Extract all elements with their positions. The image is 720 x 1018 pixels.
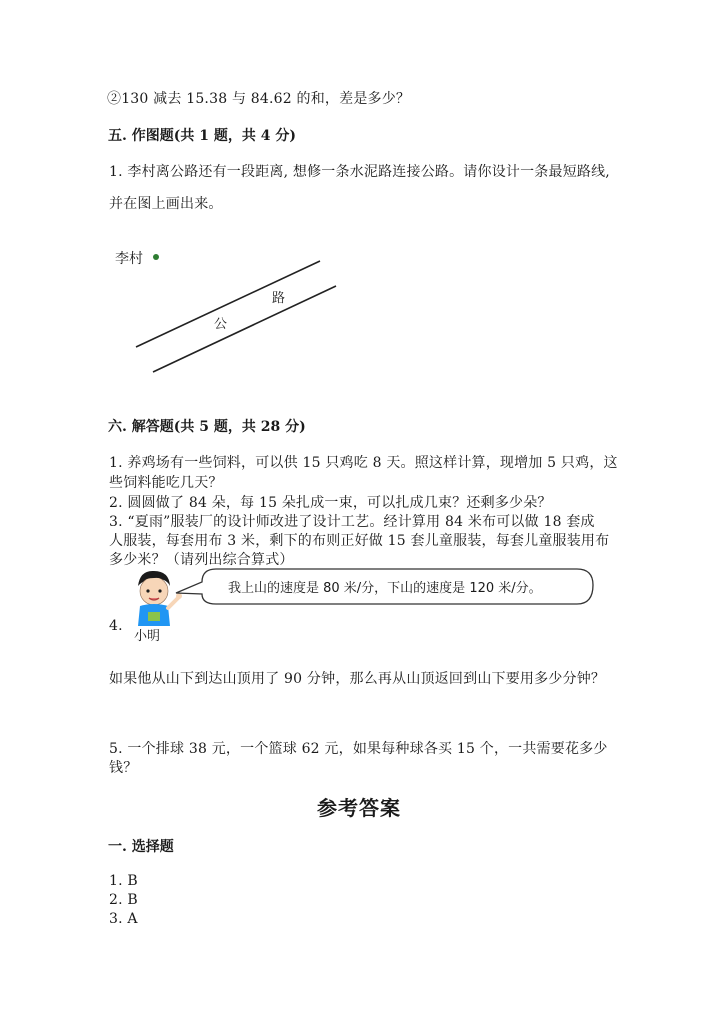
question-text: 3. “夏雨”服装厂的设计师改进了设计工艺。经计算用 84 米布可以做 18 套成 — [109, 514, 595, 530]
answer-item: 3. A — [109, 911, 138, 927]
road-label: 路 — [272, 291, 286, 306]
question-text: 1. 养鸡场有一些饲料，可以供 15 只鸡吃 8 天。照这样计算，现增加 5 只鸡，这 — [109, 455, 618, 471]
road-label: 公 — [214, 317, 228, 332]
question-text: 些饲料能吃几天？ — [109, 475, 223, 491]
section-heading: 五. 作图题(共 1 题，共 4 分) — [108, 128, 296, 144]
character-name: 小明 — [134, 629, 161, 644]
answer-item: 1. B — [109, 873, 138, 889]
question-text: 人服装，每套用布 3 米，剩下的布则正好做 15 套儿童服装，每套儿童服装用布 — [109, 533, 610, 549]
question-text: 5. 一个排球 38 元，一个篮球 62 元，如果每种球各买 15 个，一共需要花多少 — [109, 741, 608, 757]
road-edge-lower — [153, 286, 336, 372]
question-text: ②130 减去 15.38 与 84.62 的和，差是多少？ — [107, 91, 411, 107]
question-text: 并在图上画出来。 — [109, 196, 223, 212]
question-text: 2. 圆圆做了 84 朵，每 15 朵扎成一束，可以扎成几束？还剩多少朵？ — [109, 495, 552, 511]
village-label: 李村 — [115, 251, 143, 267]
face-icon — [140, 577, 168, 605]
village-dot — [153, 254, 159, 260]
section-heading: 一. 选择题 — [108, 839, 174, 855]
question-text: 多少米？（请列出综合算式） — [109, 552, 294, 568]
speech-text: 我上山的速度是 80 米/分，下山的速度是 120 米/分。 — [228, 581, 542, 596]
question-text: 如果他从山下到达山顶用了 90 分钟，那么再从山顶返回到山下要用多少分钟？ — [109, 671, 606, 687]
question-number: 4. — [109, 618, 123, 634]
answers-title: 参考答案 — [317, 796, 401, 820]
answer-item: 2. B — [109, 892, 138, 908]
road-edge-upper — [136, 261, 320, 347]
section-heading: 六. 解答题(共 5 题，共 28 分) — [108, 419, 306, 435]
question-text: 钱？ — [109, 760, 138, 776]
road-diagram — [100, 240, 360, 380]
question-text: 1. 李村离公路还有一段距离, 想修一条水泥路连接公路。请你设计一条最短路线, — [109, 164, 610, 180]
